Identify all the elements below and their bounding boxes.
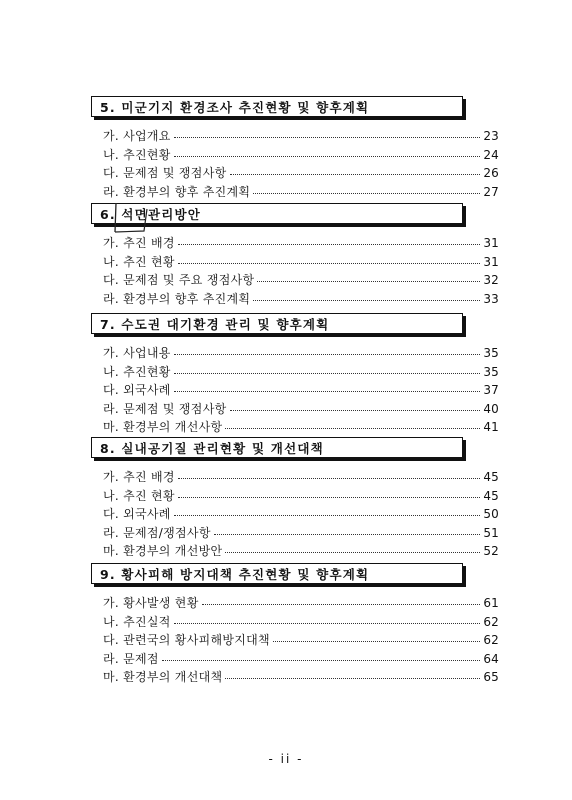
dot-leader [178, 254, 480, 264]
toc-entry [103, 364, 499, 380]
entry-label: 가. 사업내용 [103, 346, 171, 360]
entry-page-number: 33 [483, 291, 499, 306]
entry-label: 마. 환경부의 개선대책 [103, 670, 223, 684]
dot-leader [230, 165, 481, 175]
dot-leader [225, 543, 480, 553]
toc-entry [103, 128, 499, 144]
toc-entry [103, 595, 499, 611]
entry-label: 마. 환경부의 개선방안 [103, 544, 223, 558]
entry-label: 라. 환경부의 향후 추진계획 [103, 184, 251, 199]
dot-leader [174, 128, 480, 138]
dot-leader [178, 469, 480, 479]
dot-leader [174, 506, 480, 516]
entry-label: 라. 환경부의 향후 추진계획 [103, 291, 251, 306]
toc-entry [103, 165, 499, 181]
toc-entry [103, 525, 499, 541]
page-number: - ii - [268, 752, 304, 766]
toc-entry [103, 488, 499, 504]
entry-label: 나. 추진 현황 [103, 488, 175, 503]
entry-page-number: 41 [483, 420, 499, 434]
toc-entry [103, 254, 499, 270]
dot-leader [214, 525, 480, 535]
section-header [91, 96, 463, 117]
toc-entry [103, 651, 499, 667]
toc-entry [103, 469, 499, 485]
toc-entry [103, 345, 499, 361]
entry-page-number: 32 [483, 273, 499, 287]
entry-page-number: 65 [483, 670, 499, 684]
dot-leader [174, 614, 480, 624]
dot-leader [253, 184, 480, 194]
entry-page-number: 62 [483, 633, 499, 647]
toc-entry [103, 614, 499, 630]
entry-label: 다. 외국사례 [103, 383, 171, 397]
dot-leader [202, 595, 480, 605]
dot-leader [174, 147, 480, 157]
entry-page-number: 23 [483, 129, 499, 143]
entry-page-number: 62 [483, 614, 499, 629]
section-title: 7. 수도권 대기환경 관리 및 향후계획 [100, 316, 330, 332]
entry-page-number: 31 [483, 236, 499, 250]
entry-label: 라. 문제점/쟁점사항 [103, 525, 211, 540]
entry-page-number: 26 [483, 166, 499, 180]
dot-leader [253, 291, 480, 301]
entry-page-number: 50 [483, 507, 499, 521]
entry-page-number: 35 [483, 346, 499, 360]
entry-label: 라. 문제점 [103, 651, 159, 666]
entry-page-number: 51 [483, 525, 499, 540]
entry-page-number: 45 [483, 470, 499, 484]
dot-leader [174, 382, 480, 392]
section-title: 6. 석면관리방안 [100, 206, 202, 222]
toc-entry [103, 147, 499, 163]
dot-leader [230, 401, 481, 411]
toc-entry [103, 401, 499, 417]
section-title: 9. 황사피해 방지대책 추진현황 및 향후계획 [100, 566, 370, 582]
entry-label: 마. 환경부의 개선사항 [103, 420, 223, 434]
section-title: 5. 미군기지 환경조사 추진현황 및 향후계획 [100, 99, 370, 115]
entry-label: 다. 관련국의 황사피해방지대책 [103, 633, 270, 647]
entry-label: 가. 추진 배경 [103, 470, 175, 484]
entry-label: 다. 외국사례 [103, 507, 171, 521]
entry-page-number: 61 [483, 596, 499, 610]
toc-entry [103, 272, 499, 288]
dot-leader [225, 669, 480, 679]
dot-leader [174, 345, 480, 355]
toc-entry [103, 382, 499, 398]
dot-leader [273, 632, 480, 642]
section-title: 8. 실내공기질 관리현황 및 개선대책 [100, 440, 324, 456]
entry-page-number: 37 [483, 383, 499, 397]
toc-entry [103, 419, 499, 435]
entry-label: 다. 문제점 및 주요 쟁점사항 [103, 273, 255, 287]
toc-entry [103, 235, 499, 251]
toc-entry [103, 632, 499, 648]
entry-label: 가. 추진 배경 [103, 236, 175, 250]
entry-page-number: 64 [483, 651, 499, 666]
entry-page-number: 45 [483, 488, 499, 503]
toc-entry [103, 543, 499, 559]
entry-label: 라. 문제점 및 쟁점사항 [103, 401, 227, 416]
section-header [91, 203, 463, 224]
toc-entry [103, 506, 499, 522]
entry-page-number: 27 [483, 184, 499, 199]
entry-label: 나. 추진실적 [103, 614, 171, 629]
entry-page-number: 31 [483, 254, 499, 269]
entry-label: 나. 추진현황 [103, 147, 171, 162]
dot-leader [178, 488, 480, 498]
section-header [91, 313, 463, 334]
dot-leader [174, 364, 480, 374]
entry-page-number: 52 [483, 544, 499, 558]
entry-label: 가. 황사발생 현황 [103, 596, 199, 610]
toc-entry [103, 669, 499, 685]
dot-leader [225, 419, 480, 429]
toc-entry [103, 184, 499, 200]
entry-label: 나. 추진현황 [103, 364, 171, 379]
entry-label: 가. 사업개요 [103, 129, 171, 143]
dot-leader [178, 235, 480, 245]
section-header [91, 563, 463, 584]
entry-page-number: 35 [483, 364, 499, 379]
dot-leader [257, 272, 480, 282]
toc-entry [103, 291, 499, 307]
entry-page-number: 24 [483, 147, 499, 162]
entry-label: 다. 문제점 및 쟁점사항 [103, 166, 227, 180]
entry-page-number: 40 [483, 401, 499, 416]
section-header [91, 437, 463, 458]
dot-leader [162, 651, 480, 661]
entry-label: 나. 추진 현황 [103, 254, 175, 269]
